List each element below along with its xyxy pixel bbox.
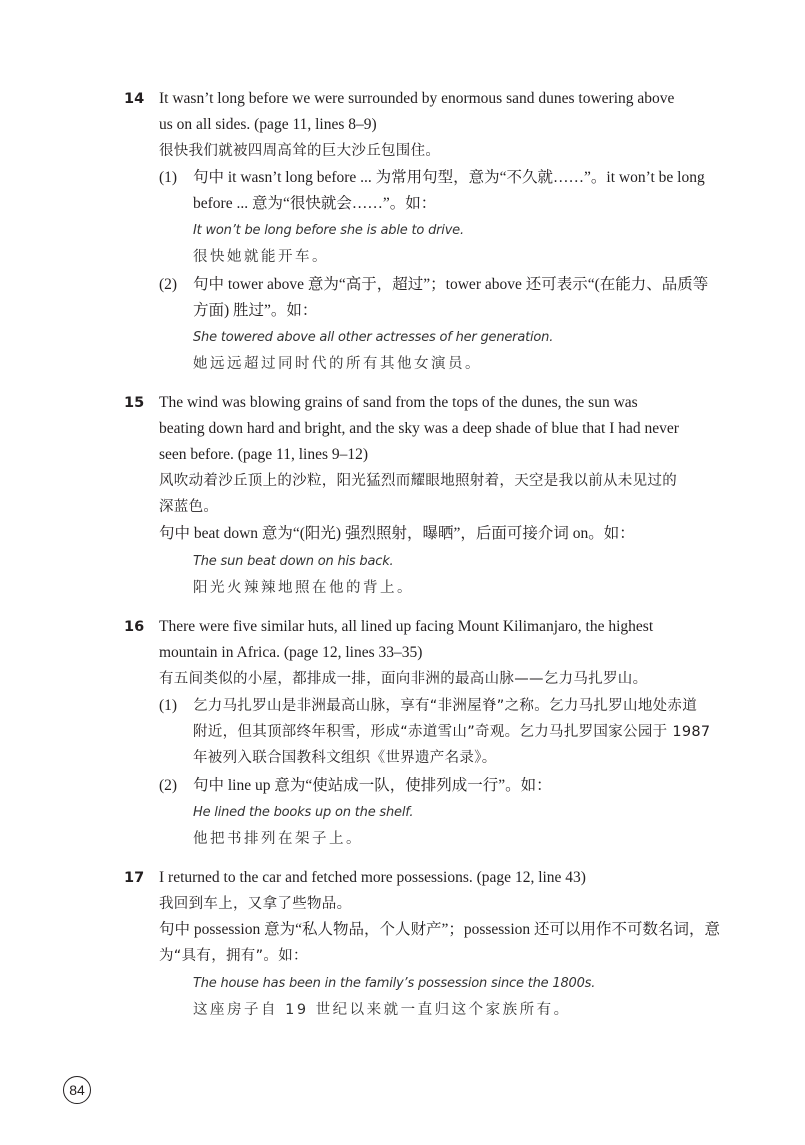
page-number: [63, 1076, 91, 1104]
sentence-line: It wasn’t long before we were surrounded by enormous sand dunes towering above: [159, 90, 675, 107]
note-label: (2): [159, 276, 178, 293]
entry-number: 17: [124, 870, 145, 886]
translation: 深蓝色。: [159, 499, 219, 515]
note-line: 乞力马扎罗山是非洲最高山脉，享有“非洲屋脊”之称。乞力马扎罗山地处赤道: [193, 698, 698, 714]
note-line: 句中 line up 意为“使站成一队，使排列成一行”。如：: [193, 777, 552, 794]
note-line: before ... 意为“很快就会……”。如：: [193, 195, 437, 212]
entry-number: 15: [124, 395, 145, 411]
page-number-text: 84: [69, 1082, 85, 1098]
example-translation: 阳光火辣辣地照在他的背上。: [193, 580, 414, 596]
example-sentence: He lined the books up on the shelf.: [193, 805, 414, 820]
example-sentence: The house has been in the family’s possession since the 1800s.: [193, 976, 596, 991]
sentence-line: The wind was blowing grains of sand from the tops of the dunes, the sun was: [159, 394, 638, 411]
note-line: 句中 beat down 意为“(阳光) 强烈照射，曝晒”，后面可接介词 on。如：: [159, 525, 635, 542]
example-translation: 他把书排列在架子上。: [193, 831, 363, 847]
sentence-line: There were five similar huts, all lined up facing Mount Kilimanjaro, the highest: [159, 618, 654, 635]
example-translation: 她远远超过同时代的所有其他女演员。: [193, 356, 482, 372]
translation: 我回到车上，又拿了些物品。: [159, 896, 352, 912]
sentence-line: beating down hard and bright, and the sky was a deep shade of blue that I had never: [159, 420, 679, 437]
note-line: 句中 it wasn’t long before ... 为常用句型，意为“不久就……”。it won’t be long: [193, 169, 705, 186]
note-line: 方面) 胜过”。如：: [193, 302, 318, 319]
sentence-line: mountain in Africa. (page 12, lines 33–35): [159, 644, 423, 661]
note-line: 为“具有，拥有”。如：: [159, 948, 308, 964]
note-line: 年被列入联合国教科文组织《世界遗产名录》。: [193, 750, 497, 766]
note-label: (1): [159, 697, 178, 714]
translation: 有五间类似的小屋，都排成一排，面向非洲的最高山脉——乞力马扎罗山。: [159, 671, 648, 687]
entry-number: 14: [124, 91, 145, 107]
sentence-line: us on all sides. (page 11, lines 8–9): [159, 116, 377, 133]
note-line: 句中 possession 意为“私人物品，个人财产”；possession 还可以用作不可数名词，意: [159, 921, 721, 938]
example-sentence: It won’t be long before she is able to drive.: [193, 223, 464, 238]
sentence-line: I returned to the car and fetched more possessions. (page 12, line 43): [159, 869, 586, 886]
note-line: 句中 tower above 意为“高于，超过”；tower above 还可表示“(在能力、品质等: [193, 276, 709, 293]
note-label: (2): [159, 777, 178, 794]
translation: 风吹动着沙丘顶上的沙粒，阳光猛烈而耀眼地照射着，天空是我以前从未见过的: [159, 473, 677, 489]
translation: 很快我们就被四周高耸的巨大沙丘包围住。: [159, 143, 441, 159]
example-translation: 这座房子自 19 世纪以来就一直归这个家族所有。: [193, 1002, 571, 1018]
sentence-line: seen before. (page 11, lines 9–12): [159, 446, 369, 463]
example-sentence: The sun beat down on his back.: [193, 554, 394, 569]
entry-number: 16: [124, 619, 145, 635]
example-translation: 很快她就能开车。: [193, 249, 329, 265]
note-line: 附近，但其顶部终年积雪，形成“赤道雪山”奇观。乞力马扎罗国家公园于 1987: [193, 724, 711, 740]
note-label: (1): [159, 169, 178, 186]
example-sentence: She towered above all other actresses of her generation.: [193, 330, 554, 345]
